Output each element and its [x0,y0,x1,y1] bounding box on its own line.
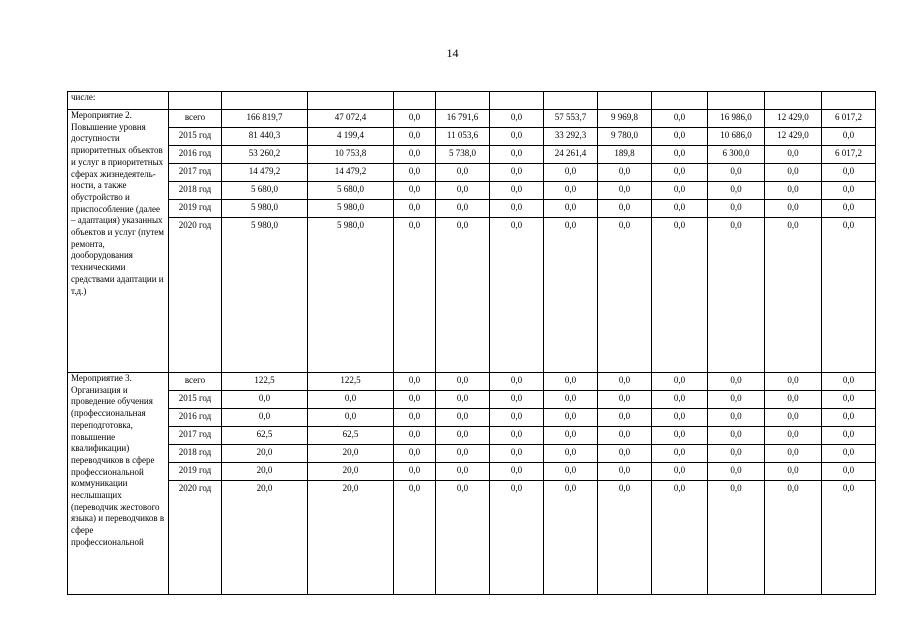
value-cell: 0,0 [436,391,490,409]
value-cell: 0,0 [394,146,436,164]
value-cell: 0,0 [598,391,652,409]
value-cell: 0,0 [394,445,436,463]
value-cell: 0,0 [598,463,652,481]
value-cell: 0,0 [490,481,544,595]
period-cell: 2015 год [169,128,222,146]
value-cell: 81 440,3 [222,128,308,146]
value-cell: 24 261,4 [544,146,598,164]
period-cell: 2018 год [169,182,222,200]
value-cell: 189,8 [598,146,652,164]
value-cell: 0,0 [436,445,490,463]
value-cell: 0,0 [544,182,598,200]
value-cell: 53 260,2 [222,146,308,164]
table-row [68,373,876,391]
value-cell: 0,0 [598,373,652,391]
value-cell: 20,0 [222,445,308,463]
table-row [68,146,876,164]
value-cell: 5 980,0 [308,218,394,373]
period-cell: 2020 год [169,481,222,595]
value-cell: 0,0 [394,110,436,128]
value-cell: 6 300,0 [708,146,765,164]
value-cell: 12 429,0 [765,110,822,128]
value-cell: 0,0 [822,128,876,146]
value-cell: 0,0 [544,427,598,445]
value-cell: 0,0 [490,182,544,200]
value-cell: 0,0 [652,182,708,200]
value-cell: 6 017,2 [822,146,876,164]
header-fragment: числе: [68,92,169,110]
value-cell: 0,0 [652,200,708,218]
value-cell: 0,0 [544,391,598,409]
value-cell: 0,0 [652,463,708,481]
value-cell: 122,5 [222,373,308,391]
table-row [68,391,876,409]
value-cell: 0,0 [652,481,708,595]
value-cell: 0,0 [708,481,765,595]
value-cell: 0,0 [394,218,436,373]
value-cell: 0,0 [765,218,822,373]
value-cell: 11 053,6 [436,128,490,146]
value-cell: 33 292,3 [544,128,598,146]
value-cell: 9 780,0 [598,128,652,146]
value-cell: 0,0 [822,200,876,218]
budget-table [67,91,876,595]
value-cell: 0,0 [436,373,490,391]
value-cell: 0,0 [598,182,652,200]
value-cell: 0,0 [652,128,708,146]
header-fragment-row [68,92,876,110]
value-cell: 20,0 [222,463,308,481]
value-cell: 0,0 [598,427,652,445]
table-row [68,409,876,427]
value-cell: 20,0 [308,445,394,463]
value-cell: 0,0 [822,218,876,373]
value-cell: 0,0 [490,110,544,128]
value-cell: 0,0 [544,373,598,391]
value-cell: 62,5 [308,427,394,445]
value-cell: 0,0 [822,445,876,463]
value-cell: 5 680,0 [222,182,308,200]
value-cell: 0,0 [490,146,544,164]
value-cell: 0,0 [708,182,765,200]
value-cell: 0,0 [598,164,652,182]
table-row [68,164,876,182]
value-cell: 0,0 [490,164,544,182]
table-row [68,218,876,373]
value-cell: 0,0 [490,445,544,463]
value-cell: 0,0 [394,481,436,595]
value-cell: 0,0 [544,445,598,463]
value-cell: 0,0 [544,409,598,427]
value-cell: 0,0 [394,463,436,481]
value-cell: 0,0 [765,164,822,182]
value-cell: 0,0 [822,463,876,481]
value-cell: 122,5 [308,373,394,391]
period-cell: 2020 год [169,218,222,373]
value-cell: 0,0 [708,445,765,463]
value-cell: 0,0 [708,200,765,218]
value-cell: 0,0 [544,200,598,218]
value-cell: 0,0 [436,218,490,373]
value-cell: 0,0 [394,200,436,218]
table-row [68,182,876,200]
value-cell: 5 680,0 [308,182,394,200]
value-cell: 0,0 [765,146,822,164]
period-cell: 2018 год [169,445,222,463]
value-cell: 0,0 [490,463,544,481]
value-cell: 0,0 [765,463,822,481]
value-cell: 0,0 [490,391,544,409]
value-cell: 0,0 [394,427,436,445]
value-cell: 0,0 [708,409,765,427]
period-cell: 2019 год [169,200,222,218]
value-cell: 0,0 [598,200,652,218]
period-cell: 2017 год [169,427,222,445]
value-cell: 20,0 [308,463,394,481]
value-cell: 0,0 [436,481,490,595]
value-cell: 0,0 [822,481,876,595]
value-cell: 0,0 [490,373,544,391]
page-number: 14 [446,46,459,60]
value-cell: 0,0 [394,373,436,391]
period-cell: 2016 год [169,409,222,427]
value-cell: 62,5 [222,427,308,445]
period-cell: 2019 год [169,463,222,481]
event-description: Мероприятие 2. Повышение уровня доступности приоритетных объектов и услуг в приоритетных сферах жизнедеятель-ности, а также обустройство и приспособление (далее – адаптация) указанных объектов и услуг (путем ремонта, дооборудования техническими средствами адаптации и т.д.) [68,110,169,373]
value-cell: 0,0 [765,445,822,463]
value-cell: 0,0 [652,409,708,427]
table-row [68,427,876,445]
value-cell: 10 686,0 [708,128,765,146]
table-row [68,200,876,218]
value-cell: 0,0 [490,200,544,218]
value-cell: 166 819,7 [222,110,308,128]
value-cell: 6 017,2 [822,110,876,128]
value-cell: 5 980,0 [308,200,394,218]
value-cell: 0,0 [308,391,394,409]
value-cell: 0,0 [822,182,876,200]
period-cell: всего [169,373,222,391]
value-cell: 5 980,0 [222,218,308,373]
period-cell: 2015 год [169,391,222,409]
table-row [68,463,876,481]
table-row [68,110,876,128]
value-cell: 0,0 [394,128,436,146]
value-cell: 5 980,0 [222,200,308,218]
value-cell: 20,0 [222,481,308,595]
value-cell: 9 969,8 [598,110,652,128]
value-cell: 57 553,7 [544,110,598,128]
value-cell: 0,0 [765,391,822,409]
value-cell: 0,0 [598,409,652,427]
table-row [68,128,876,146]
value-cell: 0,0 [394,391,436,409]
table-row [68,445,876,463]
value-cell: 0,0 [652,110,708,128]
value-cell: 0,0 [436,200,490,218]
value-cell: 47 072,4 [308,110,394,128]
value-cell: 0,0 [490,409,544,427]
value-cell: 0,0 [544,218,598,373]
value-cell: 0,0 [394,182,436,200]
value-cell: 0,0 [436,409,490,427]
value-cell: 0,0 [222,391,308,409]
period-cell: 2017 год [169,164,222,182]
value-cell: 16 986,0 [708,110,765,128]
value-cell: 0,0 [822,427,876,445]
value-cell: 0,0 [765,182,822,200]
value-cell: 0,0 [822,373,876,391]
period-cell: 2016 год [169,146,222,164]
value-cell: 0,0 [822,409,876,427]
value-cell: 0,0 [765,481,822,595]
value-cell: 20,0 [308,481,394,595]
value-cell: 0,0 [490,218,544,373]
value-cell: 16 791,6 [436,110,490,128]
value-cell: 0,0 [822,164,876,182]
value-cell: 10 753,8 [308,146,394,164]
value-cell: 0,0 [652,427,708,445]
value-cell: 0,0 [652,373,708,391]
value-cell: 12 429,0 [765,128,822,146]
value-cell: 0,0 [708,427,765,445]
value-cell: 0,0 [598,218,652,373]
value-cell: 14 479,2 [308,164,394,182]
value-cell: 0,0 [436,463,490,481]
value-cell: 0,0 [652,164,708,182]
value-cell: 4 199,4 [308,128,394,146]
value-cell: 14 479,2 [222,164,308,182]
value-cell: 0,0 [394,409,436,427]
value-cell: 0,0 [490,128,544,146]
value-cell: 5 738,0 [436,146,490,164]
value-cell: 0,0 [598,481,652,595]
value-cell: 0,0 [436,164,490,182]
value-cell: 0,0 [544,164,598,182]
value-cell: 0,0 [708,373,765,391]
value-cell: 0,0 [436,427,490,445]
table-row [68,481,876,595]
value-cell: 0,0 [394,164,436,182]
value-cell: 0,0 [652,146,708,164]
value-cell: 0,0 [708,218,765,373]
value-cell: 0,0 [436,182,490,200]
value-cell: 0,0 [308,409,394,427]
value-cell: 0,0 [708,164,765,182]
value-cell: 0,0 [652,391,708,409]
value-cell: 0,0 [765,409,822,427]
value-cell: 0,0 [822,391,876,409]
value-cell: 0,0 [765,200,822,218]
value-cell: 0,0 [765,373,822,391]
value-cell: 0,0 [598,445,652,463]
value-cell: 0,0 [222,409,308,427]
value-cell: 0,0 [490,427,544,445]
value-cell: 0,0 [765,427,822,445]
value-cell: 0,0 [708,391,765,409]
event-description: Мероприятие 3. Организация и проведение обучения (профессиональная переподготовка, повышение квалификации) переводчиков в сфере профессиональной коммуникации неслышащих (переводчик жестового языка) и переводчиков в сфере профессиональной [68,373,169,595]
value-cell: 0,0 [544,481,598,595]
period-cell: всего [169,110,222,128]
value-cell: 0,0 [544,463,598,481]
value-cell: 0,0 [708,463,765,481]
value-cell: 0,0 [652,445,708,463]
value-cell: 0,0 [652,218,708,373]
